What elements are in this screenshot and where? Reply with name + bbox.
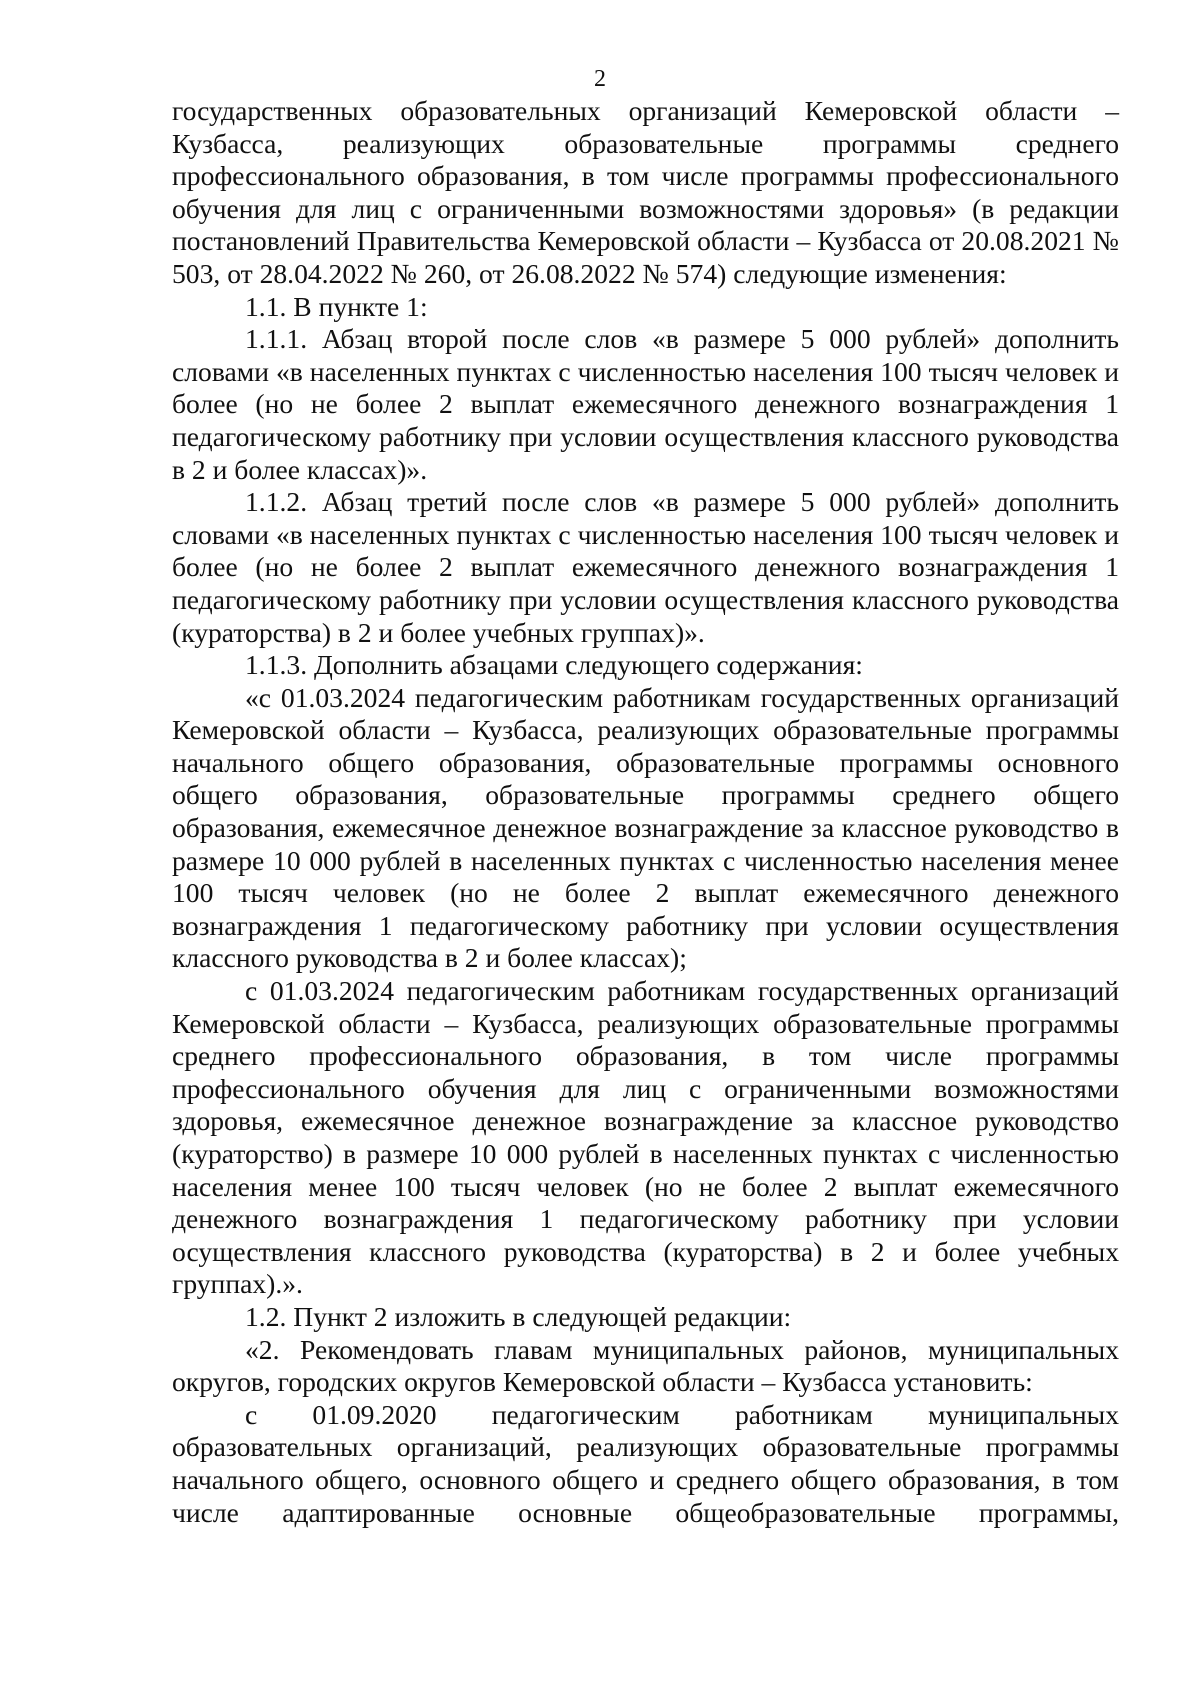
paragraph-item-1-1: 1.1. В пункте 1:: [245, 290, 428, 322]
paragraph-point-2: «2. Рекомендовать главам муниципальных районов, муниципальных округов, городских округов Кемеровской области – Кузбасса установить:: [172, 1333, 1119, 1398]
paragraph-item-1-1-3: 1.1.3. Дополнить абзацами следующего содержания:: [245, 649, 863, 681]
paragraph-added-general-education: «с 01.03.2024 педагогическим работникам государственных организаций Кемеровской области – Кузбасса, реализующих образовательные программы начального общего образования, образовательные программы основного общего образования, образовательные программы среднего общего образования, ежемесячное денежное вознаграждение за классное руководство в размере 10 000 рублей в населенных пунктах с численностью населения менее 100 тысяч человек (но не более 2 выплат ежемесячного денежного вознаграждения 1 педагогическому работнику при условии осуществления классного руководства в 2 и более классах);: [172, 681, 1119, 974]
paragraph-item-1-2: 1.2. Пункт 2 изложить в следующей редакции:: [245, 1300, 792, 1332]
paragraph-item-1-1-1: 1.1.1. Абзац второй после слов «в размере 5 000 рублей» дополнить словами «в населенных пунктах с численностью населения 100 тысяч человек и более (но не более 2 выплат ежемесячного денежного вознаграждения 1 педагогическому работнику при условии осуществления классного руководства в 2 и более классах)».: [172, 323, 1119, 485]
page-number: 2: [594, 66, 606, 92]
document-body: [172, 95, 1119, 1529]
paragraph-municipal-workers: с 01.09.2020 педагогическим работникам муниципальных образовательных организаций, реализующих образовательные программы начального общего, основного общего и среднего общего образования, в том числе адаптированные основные общеобразовательные программы,: [172, 1398, 1119, 1528]
paragraph-added-vocational-education: с 01.03.2024 педагогическим работникам государственных организаций Кемеровской области – Кузбасса, реализующих образовательные программы среднего профессионального образования, в том числе программы профессионального обучения для лиц с ограниченными возможностями здоровья, ежемесячное денежное вознаграждение за классное руководство (кураторство) в размере 10 000 рублей в населенных пунктах с численностью населения менее 100 тысяч человек (но не более 2 выплат ежемесячного денежного вознаграждения 1 педагогическому работнику при условии осуществления классного руководства (кураторства) в 2 и более учебных группах).».: [172, 975, 1119, 1300]
paragraph-continuation: государственных образовательных организаций Кемеровской области – Кузбасса, реализующих образовательные программы среднего профессионального образования, в том числе программы профессионального обучения для лиц с ограниченными возможностями здоровья» (в редакции постановлений Правительства Кемеровской области – Кузбасса от 20.08.2021 № 503, от 28.04.2022 № 260, от 26.08.2022 № 574) следующие изменения:: [172, 95, 1119, 289]
paragraph-item-1-1-2: 1.1.2. Абзац третий после слов «в размере 5 000 рублей» дополнить словами «в населенных пунктах с численностью населения 100 тысяч человек и более (но не более 2 выплат ежемесячного денежного вознаграждения 1 педагогическому работнику при условии осуществления классного руководства (кураторства) в 2 и более учебных группах)».: [172, 486, 1119, 648]
